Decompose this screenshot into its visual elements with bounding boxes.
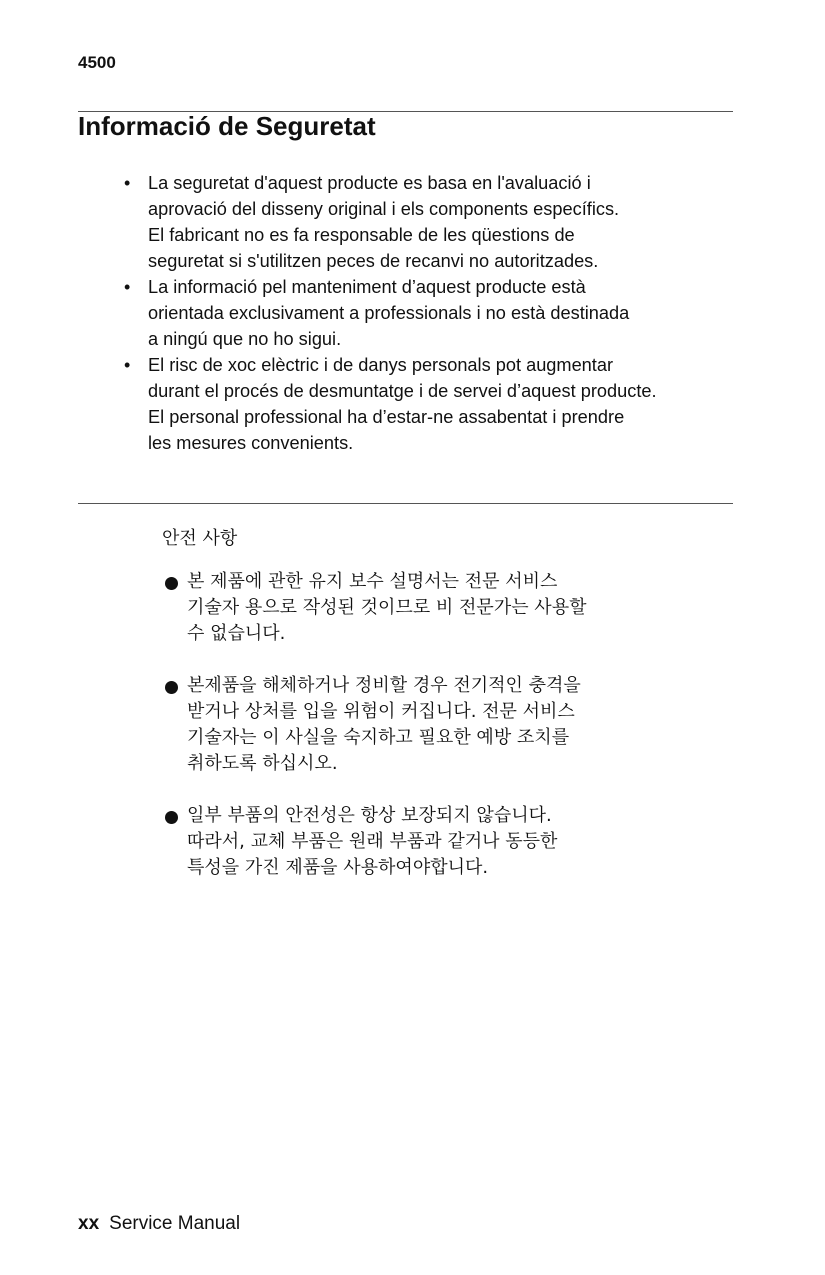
item-line: 받거나 상처를 입을 위험이 커집니다. 전문 서비스: [187, 701, 575, 722]
item-line: 기술자는 이 사실을 숙지하고 필요한 예방 조치를: [187, 727, 570, 748]
item-line: aprovació del disseny original i els components específics.: [148, 199, 620, 219]
bullet-icon: [165, 811, 178, 824]
item-line: 일부 부품의 안전성은 항상 보장되지 않습니다.: [187, 805, 552, 826]
item-line: 기술자 용으로 작성된 것이므로 비 전문가는 사용할: [187, 597, 587, 618]
list-item: [120, 352, 740, 456]
item-line: 수 없습니다.: [187, 623, 286, 644]
item-line: durant el procés de desmuntatge i de servei d’aquest producte.: [148, 381, 657, 401]
item-line: seguretat si s'utilitzen peces de recanvi no autoritzades.: [148, 251, 599, 271]
item-line: orientada exclusivament a professionals i no està destinada: [148, 303, 630, 323]
item-line: les mesures convenients.: [148, 433, 354, 453]
list-item: [120, 274, 740, 352]
item-line: La seguretat d'aquest producte es basa en l'avaluació i: [148, 173, 591, 193]
item-line: 본제품을 해체하거나 정비할 경우 전기적인 충격을: [187, 675, 581, 696]
list-item: [120, 170, 740, 274]
item-line: a ningú que no ho sigui.: [148, 329, 342, 349]
bullet-icon: •: [124, 355, 131, 375]
section-title: Informació de Seguretat: [78, 111, 376, 141]
korean-safety-section: [162, 526, 682, 907]
bullet-icon: [165, 577, 178, 590]
item-line: 취하도록 하십시오.: [187, 753, 338, 774]
bullet-icon: •: [124, 173, 131, 193]
page-footer: [78, 1213, 240, 1235]
item-line: La informació pel manteniment d’aquest producte està: [148, 277, 586, 297]
middle-divider: [78, 503, 733, 504]
footer-label: Service Manual: [109, 1213, 241, 1234]
korean-safety-list: [162, 569, 682, 881]
item-line: El personal professional ha d’estar-ne assabentat i prendre: [148, 407, 625, 427]
item-line: 본 제품에 관한 유지 보수 설명서는 전문 서비스: [187, 571, 558, 592]
item-line: El fabricant no es fa responsable de les qüestions de: [148, 225, 575, 245]
list-item: [162, 673, 682, 777]
korean-section-title: 안전 사항: [162, 528, 238, 549]
item-line: El risc de xoc elèctric i de danys personals pot augmentar: [148, 355, 614, 375]
model-number: 4500: [78, 53, 116, 72]
list-item: [162, 803, 682, 881]
catalan-safety-list: [120, 170, 740, 456]
bullet-icon: •: [124, 277, 131, 297]
item-line: 따라서, 교체 부품은 원래 부품과 같거나 동등한: [187, 831, 558, 852]
bullet-icon: [165, 681, 178, 694]
list-item: [162, 569, 682, 647]
page-number: xx: [78, 1213, 100, 1234]
item-line: 특성을 가진 제품을 사용하여야합니다.: [187, 857, 489, 878]
